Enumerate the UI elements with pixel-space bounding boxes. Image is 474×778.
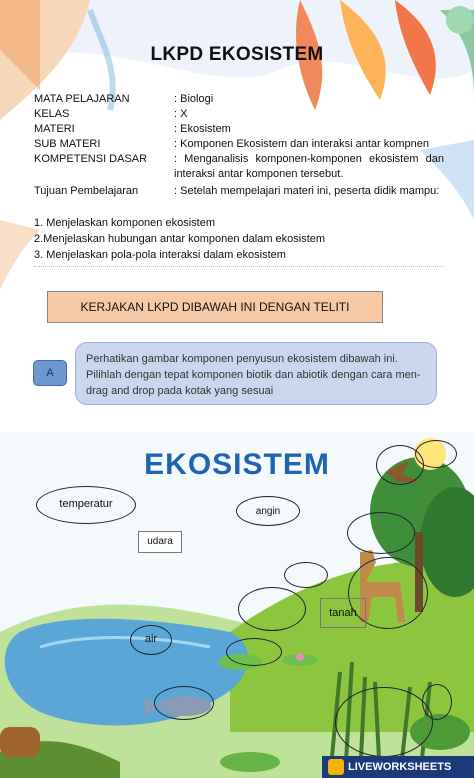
drop-zone-insect[interactable] <box>422 684 452 720</box>
info-label: MATERI <box>34 123 75 135</box>
drag-label-udara[interactable]: udara <box>138 531 182 553</box>
drop-zone-frog[interactable] <box>238 587 306 631</box>
task-instruction: Perhatikan gambar komponen penyusun ekosistem dibawah ini. Pilihlah dengan tepat komponen biotik dan abiotik dengan cara men-drag and drop pada kotak yang sesuai <box>75 342 437 405</box>
info-label: MATA PELAJARAN <box>34 93 130 105</box>
info-value: : Komponen Ekosistem dan interaksi antar kompnen <box>174 138 429 150</box>
info-label: KOMPETENSI DASAR <box>34 153 148 165</box>
info-row-sub-materi <box>34 137 444 152</box>
info-row-materi <box>34 122 444 137</box>
drag-label-tanah[interactable]: tanah <box>320 598 366 628</box>
page-title: LKPD EKOSISTEM <box>150 44 324 65</box>
liveworksheets-logo-icon <box>328 759 344 775</box>
drop-zone-plants[interactable] <box>335 687 433 757</box>
info-value: : Menganalisis komponen-komponen ekosistem dan interaksi antar komponen tersebut. <box>174 153 444 180</box>
info-value: : Biologi <box>174 93 214 105</box>
drop-zone-animal[interactable] <box>284 562 328 588</box>
drop-zone-lily[interactable] <box>226 638 282 666</box>
info-value: : Setelah mempelajari materi ini, peserta didik mampu: <box>174 185 440 197</box>
goal-item: 1. Menjelaskan komponen ekosistem <box>34 217 215 229</box>
info-value: : Ekosistem <box>174 123 231 135</box>
drop-zone-sun[interactable] <box>415 440 457 468</box>
info-row-kompetensi <box>34 152 444 182</box>
info-label: Tujuan Pembelajaran <box>34 185 139 197</box>
drag-label-temperatur[interactable]: temperatur <box>59 498 113 510</box>
drop-zone-tree[interactable] <box>347 512 415 554</box>
divider <box>34 266 444 270</box>
ecosystem-scene <box>0 432 474 778</box>
drag-label-angin[interactable]: angin <box>255 506 281 517</box>
liveworksheets-footer <box>322 756 474 778</box>
info-row-kelas <box>34 107 444 122</box>
footer-text: LIVEWORKSHEETS <box>348 761 452 773</box>
info-label: KELAS <box>34 108 70 120</box>
section-badge: A <box>33 360 67 386</box>
info-value: : X <box>174 108 188 120</box>
info-label: SUB MATERI <box>34 138 101 150</box>
info-row-tujuan <box>34 184 444 214</box>
drop-zone-fish[interactable] <box>154 686 214 720</box>
drag-label-air[interactable]: air <box>144 633 158 645</box>
instruction-banner: KERJAKAN LKPD DIBAWAH INI DENGAN TELITI <box>47 291 383 323</box>
scene-title: EKOSISTEM <box>144 448 330 481</box>
info-row-mapel <box>34 92 444 107</box>
goal-item: 3. Menjelaskan pola-pola interaksi dalam ekosistem <box>34 249 286 261</box>
goal-item: 2.Menjelaskan hubungan antar komponen dalam ekosistem <box>34 233 326 245</box>
